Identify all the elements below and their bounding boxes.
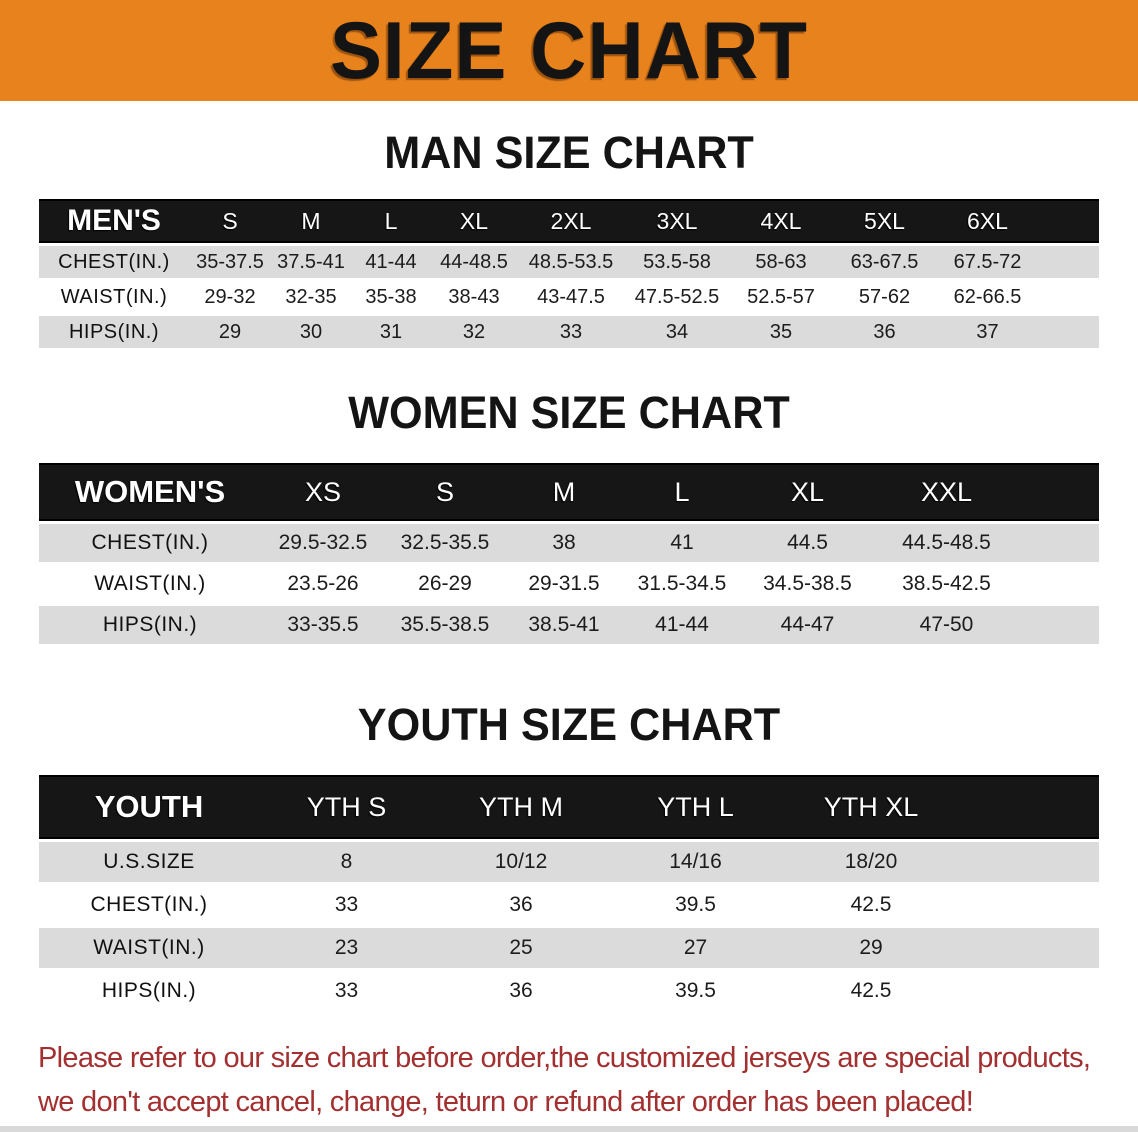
measure-value: 29: [783, 928, 959, 968]
measure-value: 39.5: [608, 971, 783, 1011]
measure-value: 38-43: [431, 281, 517, 313]
header-row: [39, 463, 1099, 521]
measure-value: 42.5: [783, 885, 959, 925]
measure-value: 44.5-48.5: [874, 524, 1019, 562]
measure-value: 31.5-34.5: [623, 565, 741, 603]
size-chart-banner: [0, 0, 1138, 101]
measure-row: [39, 885, 1099, 925]
measure-value: 37.5-41: [271, 246, 351, 278]
spacer-cell: [1019, 565, 1099, 603]
measure-row: [39, 565, 1099, 603]
bottom-edge-strip: [0, 1126, 1138, 1132]
size-column-header: 2XL: [517, 199, 625, 243]
measure-row: [39, 524, 1099, 562]
size-column-header: M: [505, 463, 623, 521]
measure-value: 32: [431, 316, 517, 348]
measure-value: 36: [434, 971, 608, 1011]
measure-value: 33: [517, 316, 625, 348]
size-column-header: YTH S: [259, 775, 434, 839]
measure-value: 41-44: [623, 606, 741, 644]
measure-value: 39.5: [608, 885, 783, 925]
measure-value: 34: [625, 316, 729, 348]
size-column-header: 3XL: [625, 199, 729, 243]
measure-row: [39, 842, 1099, 882]
spacer-cell: [959, 971, 1099, 1011]
measure-value: 43-47.5: [517, 281, 625, 313]
spacer-cell: [1019, 463, 1099, 521]
header-row: [39, 775, 1099, 839]
measure-value: 32.5-35.5: [385, 524, 505, 562]
measure-value: 36: [434, 885, 608, 925]
size-column-header: 5XL: [833, 199, 936, 243]
women-section-heading: WOMEN SIZE CHART: [348, 387, 790, 438]
men-size-table: [39, 196, 1099, 351]
size-column-header: L: [351, 199, 431, 243]
measure-value: 30: [271, 316, 351, 348]
measure-value: 31: [351, 316, 431, 348]
measure-value: 62-66.5: [936, 281, 1039, 313]
size-column-header: 4XL: [729, 199, 833, 243]
spacer-cell: [959, 885, 1099, 925]
size-column-header: L: [623, 463, 741, 521]
measure-value: 44-47: [741, 606, 874, 644]
measure-value: 29.5-32.5: [261, 524, 385, 562]
measure-row: [39, 316, 1099, 348]
measure-value: 35.5-38.5: [385, 606, 505, 644]
size-column-header: S: [189, 199, 271, 243]
row-label: CHEST(IN.): [39, 524, 261, 562]
row-label: U.S.SIZE: [39, 842, 259, 882]
measure-row: [39, 971, 1099, 1011]
measure-value: 58-63: [729, 246, 833, 278]
header-row: [39, 199, 1099, 243]
measure-value: 47-50: [874, 606, 1019, 644]
measure-value: 33-35.5: [261, 606, 385, 644]
measure-value: 52.5-57: [729, 281, 833, 313]
measure-value: 38.5-41: [505, 606, 623, 644]
measure-row: [39, 246, 1099, 278]
measure-value: 48.5-53.5: [517, 246, 625, 278]
measure-value: 29-32: [189, 281, 271, 313]
row-label: WAIST(IN.): [39, 565, 261, 603]
page-title: SIZE CHART: [330, 4, 808, 96]
measure-value: 32-35: [271, 281, 351, 313]
size-column-header: S: [385, 463, 505, 521]
measure-value: 47.5-52.5: [625, 281, 729, 313]
measure-value: 14/16: [608, 842, 783, 882]
size-column-header: YTH XL: [783, 775, 959, 839]
size-column-header: YTH L: [608, 775, 783, 839]
size-column-header: 6XL: [936, 199, 1039, 243]
table-group-label: MEN'S: [39, 199, 189, 243]
row-label: WAIST(IN.): [39, 281, 189, 313]
measure-value: 23.5-26: [261, 565, 385, 603]
row-label: HIPS(IN.): [39, 606, 261, 644]
youth-section-heading: YOUTH SIZE CHART: [357, 699, 781, 750]
measure-value: 33: [259, 971, 434, 1011]
order-policy-line-1: Please refer to our size chart before order,the customized jerseys are special products,: [38, 1042, 1091, 1074]
measure-value: 25: [434, 928, 608, 968]
size-column-header: XS: [261, 463, 385, 521]
measure-value: 36: [833, 316, 936, 348]
measure-row: [39, 606, 1099, 644]
measure-value: 29-31.5: [505, 565, 623, 603]
youth-size-table: [39, 772, 1099, 1014]
measure-value: 57-62: [833, 281, 936, 313]
spacer-cell: [959, 842, 1099, 882]
measure-value: 18/20: [783, 842, 959, 882]
row-label: CHEST(IN.): [39, 885, 259, 925]
size-column-header: XL: [741, 463, 874, 521]
measure-value: 63-67.5: [833, 246, 936, 278]
spacer-cell: [1039, 199, 1099, 243]
measure-value: 38: [505, 524, 623, 562]
spacer-cell: [1039, 246, 1099, 278]
measure-value: 29: [189, 316, 271, 348]
table-group-label: WOMEN'S: [39, 463, 261, 521]
row-label: HIPS(IN.): [39, 316, 189, 348]
measure-value: 26-29: [385, 565, 505, 603]
measure-value: 35-38: [351, 281, 431, 313]
size-column-header: XXL: [874, 463, 1019, 521]
spacer-cell: [959, 775, 1099, 839]
man-section-heading: MAN SIZE CHART: [384, 127, 754, 178]
measure-row: [39, 281, 1099, 313]
size-column-header: M: [271, 199, 351, 243]
measure-value: 23: [259, 928, 434, 968]
measure-value: 41-44: [351, 246, 431, 278]
size-column-header: XL: [431, 199, 517, 243]
order-policy-note: [38, 1036, 1123, 1124]
measure-value: 44.5: [741, 524, 874, 562]
spacer-cell: [959, 928, 1099, 968]
table-group-label: YOUTH: [39, 775, 259, 839]
row-label: CHEST(IN.): [39, 246, 189, 278]
spacer-cell: [1039, 281, 1099, 313]
measure-row: [39, 928, 1099, 968]
spacer-cell: [1019, 524, 1099, 562]
measure-value: 44-48.5: [431, 246, 517, 278]
measure-value: 42.5: [783, 971, 959, 1011]
row-label: WAIST(IN.): [39, 928, 259, 968]
measure-value: 67.5-72: [936, 246, 1039, 278]
size-column-header: YTH M: [434, 775, 608, 839]
row-label: HIPS(IN.): [39, 971, 259, 1011]
measure-value: 33: [259, 885, 434, 925]
order-policy-line-2: we don't accept cancel, change, teturn or refund after order has been placed!: [38, 1086, 974, 1118]
measure-value: 10/12: [434, 842, 608, 882]
measure-value: 8: [259, 842, 434, 882]
measure-value: 35-37.5: [189, 246, 271, 278]
measure-value: 37: [936, 316, 1039, 348]
women-size-table: [39, 460, 1099, 647]
measure-value: 35: [729, 316, 833, 348]
spacer-cell: [1019, 606, 1099, 644]
spacer-cell: [1039, 316, 1099, 348]
measure-value: 27: [608, 928, 783, 968]
measure-value: 34.5-38.5: [741, 565, 874, 603]
measure-value: 41: [623, 524, 741, 562]
measure-value: 53.5-58: [625, 246, 729, 278]
measure-value: 38.5-42.5: [874, 565, 1019, 603]
